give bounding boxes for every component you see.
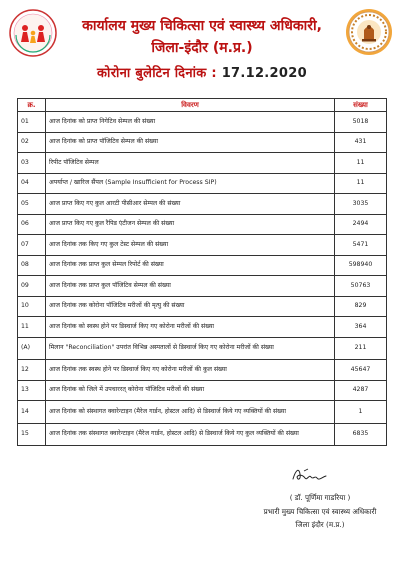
- row-value: 3035: [335, 194, 387, 215]
- row-serial: 09: [18, 276, 46, 297]
- row-description: आज दिनांक तक प्राप्त कुल पॉजिटिव सेम्पल की संख्या: [46, 276, 335, 297]
- row-serial: 14: [18, 401, 46, 424]
- table-row: [18, 235, 387, 256]
- table-row: [18, 360, 387, 381]
- table-row: [18, 214, 387, 235]
- row-value: 431: [335, 132, 387, 153]
- row-description: अपर्याप्त / खारिज सैंपल (Sample Insufficient for Process SIP): [46, 173, 335, 194]
- bulletin-label: कोरोना बुलेटिन दिनांक :: [97, 66, 217, 81]
- officer-district: जिला इंदौर (म.प्र.): [295, 520, 345, 529]
- table-row: [18, 255, 387, 276]
- row-description: आज दिनांक को प्राप्त पॉजिटिव सेम्पल की संख्या: [46, 132, 335, 153]
- row-value: 2494: [335, 214, 387, 235]
- row-description: आज दिनांक तक संस्थागत क्वारेन्टाइन (मैरेज गार्डन, होस्टल आदि) से डिस्चार्ज किये गए कुल व्यक्तियों की संख्या: [46, 423, 335, 446]
- row-serial: 03: [18, 153, 46, 174]
- row-value: 4287: [335, 380, 387, 401]
- row-value: 829: [335, 296, 387, 317]
- district-title: जिला-इंदौर (म.प्र.): [151, 40, 253, 56]
- table-header-row: [18, 99, 387, 112]
- row-description: आज दिनांक तक स्वस्थ होने पर डिस्चार्ज किए गए कोरोना मरीजों की कुल संख्या: [46, 360, 335, 381]
- row-value: 45647: [335, 360, 387, 381]
- row-description: आज प्राप्त किए गए कुल आरटी पीसीआर सेम्पल की संख्या: [46, 194, 335, 215]
- row-description: आज दिनांक तक किए गए कुल टेस्ट सेम्पल की संख्या: [46, 235, 335, 256]
- row-serial: 08: [18, 255, 46, 276]
- bulletin-title: [60, 63, 344, 81]
- table-row: [18, 173, 387, 194]
- table-row: [18, 401, 387, 424]
- signature: [290, 465, 332, 485]
- row-description: आज प्राप्त किए गए कुल रैपिड एंटीजन सेम्पल की संख्या: [46, 214, 335, 235]
- row-value: 6835: [335, 423, 387, 446]
- row-description: आज दिनांक तक कोरोना पॉजिटिव मरीजों की मृत्यु की संख्या: [46, 296, 335, 317]
- row-value: 598940: [335, 255, 387, 276]
- table-row: [18, 132, 387, 153]
- table-row: [18, 194, 387, 215]
- row-description: आज दिनांक को संस्थागत क्वारेन्टाइन (मैरेज गार्डन, होस्टल आदि) से डिस्चार्ज किये गए व्यक्तियों की संख्या: [46, 401, 335, 424]
- table-row: [18, 296, 387, 317]
- row-value: 5018: [335, 112, 387, 133]
- row-serial: 06: [18, 214, 46, 235]
- header-count: संख्या: [335, 99, 387, 112]
- table-row: [18, 317, 387, 338]
- row-description: आज दिनांक को प्राप्त निगेटिव सेम्पल की संख्या: [46, 112, 335, 133]
- row-value: 1: [335, 401, 387, 424]
- row-description: मिलान "Reconciliation" उपरांत विभिन्न अस्पतालों से डिस्चार्ज किए गए कोरोना मरीजों की संख्या: [46, 337, 335, 360]
- mp-govt-emblem: [345, 8, 393, 56]
- office-title: कार्यालय मुख्य चिकित्सा एवं स्वास्थ्य अधिकारी,: [82, 18, 322, 34]
- row-description: आज दिनांक को स्वस्थ होने पर डिस्चार्ज किए गए कोरोना मरीजों की संख्या: [46, 317, 335, 338]
- table-row: [18, 112, 387, 133]
- officer-designation: प्रभारी मुख्य चिकित्सा एवं स्वास्थ्य अधिकारी: [263, 507, 377, 516]
- header-serial: क्र.: [18, 99, 46, 112]
- row-serial: (A): [18, 337, 46, 360]
- table-row: [18, 337, 387, 360]
- bulletin-date: 17.12.2020: [221, 66, 307, 81]
- row-serial: 15: [18, 423, 46, 446]
- row-value: 11: [335, 173, 387, 194]
- row-description: आज दिनांक तक प्राप्त कुल सेम्पल रिपोर्ट की संख्या: [46, 255, 335, 276]
- row-description: आज दिनांक को जिले में उपचाररत् कोरोना पॉजिटिव मरीजों की संख्या: [46, 380, 335, 401]
- header-description: विवरण: [46, 99, 335, 112]
- row-value: 11: [335, 153, 387, 174]
- row-value: 5471: [335, 235, 387, 256]
- row-value: 211: [335, 337, 387, 360]
- row-serial: 13: [18, 380, 46, 401]
- row-value: 50763: [335, 276, 387, 297]
- row-serial: 10: [18, 296, 46, 317]
- table-row: [18, 423, 387, 446]
- row-serial: 11: [18, 317, 46, 338]
- row-serial: 12: [18, 360, 46, 381]
- row-serial: 02: [18, 132, 46, 153]
- row-value: 364: [335, 317, 387, 338]
- officer-name: ( डॉ. पूर्णिमा गाडरिया ): [289, 493, 351, 502]
- table-row: [18, 276, 387, 297]
- row-serial: 01: [18, 112, 46, 133]
- row-serial: 05: [18, 194, 46, 215]
- row-serial: 07: [18, 235, 46, 256]
- row-description: रिपीट पॉजिटिव सेम्पल: [46, 153, 335, 174]
- nhm-logo: [8, 8, 58, 58]
- row-serial: 04: [18, 173, 46, 194]
- bulletin-table: [17, 98, 387, 446]
- table-row: [18, 153, 387, 174]
- table-row: [18, 380, 387, 401]
